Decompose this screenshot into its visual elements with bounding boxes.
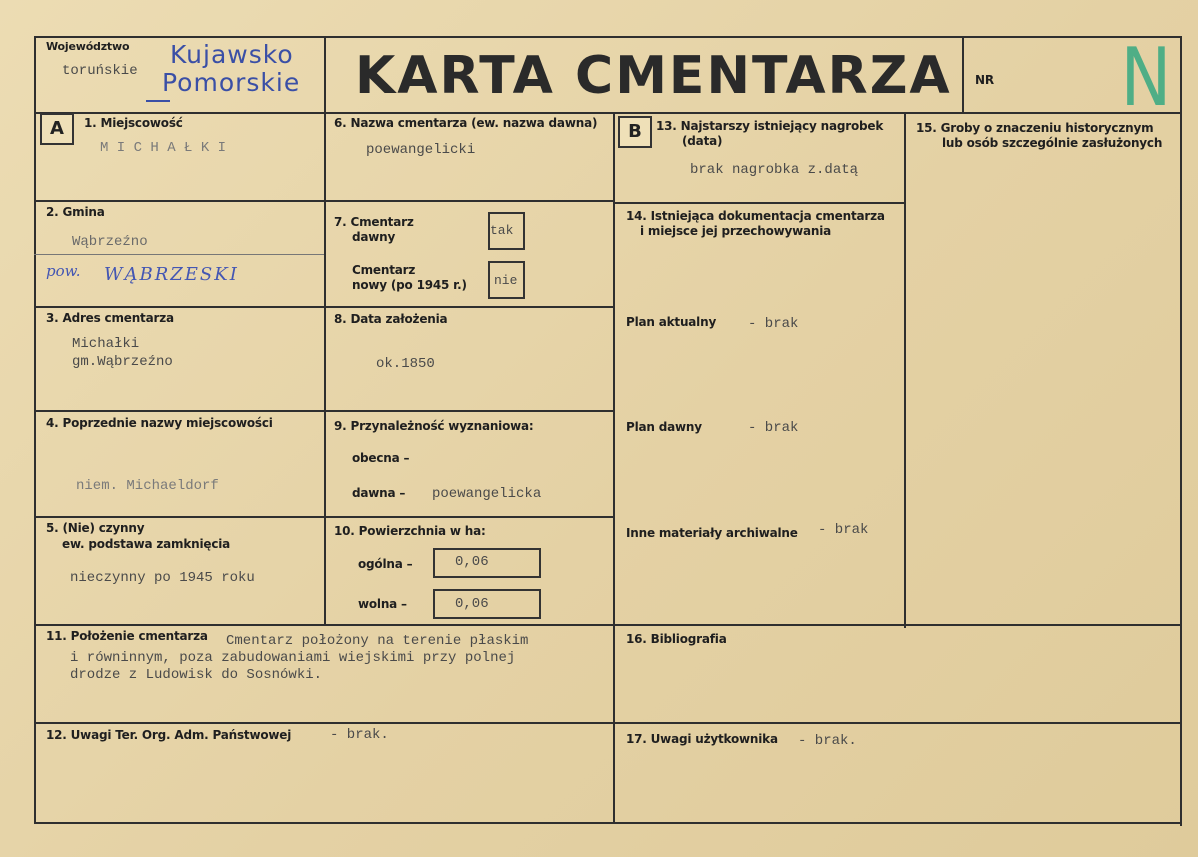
voivodeship-label: Województwo xyxy=(46,40,130,53)
field-17-value: - brak. xyxy=(798,733,857,749)
field-11-line1: Cmentarz położony na terenie płaskim xyxy=(226,633,529,649)
col-divider-b xyxy=(613,112,615,824)
other-archives-value: - brak xyxy=(818,522,869,538)
field-5-label-line2: ew. podstawa zamknięcia xyxy=(62,537,231,551)
field-6-label: 6. Nazwa cmentarza (ew. nazwa dawna) xyxy=(334,116,598,130)
field-1-value: M I C H A Ł K I xyxy=(100,140,227,156)
frame-bottom-line xyxy=(34,822,1182,824)
frame-right-line xyxy=(1180,36,1182,826)
field-9-former-label: dawna – xyxy=(352,486,406,500)
col-divider-a xyxy=(324,112,326,624)
field-8-label: 8. Data założenia xyxy=(334,312,448,326)
field-12-label: 12. Uwagi Ter. Org. Adm. Państwowej xyxy=(46,728,292,742)
field-7-new-box xyxy=(488,261,525,299)
voivodeship-stamp-line2: Pomorskie xyxy=(162,68,301,97)
field-7-old-value: tak xyxy=(490,223,514,238)
other-archives-label: Inne materiały archiwalne xyxy=(626,526,798,540)
card-title: KARTA CMENTARZA xyxy=(355,46,952,106)
field-12-value: - brak. xyxy=(330,727,389,743)
field-5-label-line1: 5. (Nie) czynny xyxy=(46,521,145,535)
nr-label: NR xyxy=(975,73,994,87)
field-11-label: 11. Położenie cmentarza xyxy=(46,629,208,643)
row-line-3 xyxy=(34,410,614,412)
field-2-hand-prefix: pow. xyxy=(46,262,81,280)
row-line-1 xyxy=(34,200,614,202)
section-b-box xyxy=(618,116,652,148)
field-2-hand-value: WĄBRZESKI xyxy=(104,264,239,285)
row-line-2 xyxy=(34,306,614,308)
field-10-total-label: ogólna – xyxy=(358,557,413,571)
field-11-line2: i równinnym, poza zabudowaniami wiejskimi przy polnej xyxy=(70,650,516,666)
field-10-total-box xyxy=(433,548,541,578)
nr-value: N xyxy=(1120,31,1172,124)
header-bottom-line xyxy=(34,112,1182,114)
stamp-underline xyxy=(146,100,170,102)
b-row-line xyxy=(613,202,905,204)
row-line-4 xyxy=(34,516,614,518)
field-7-old-box xyxy=(488,212,525,250)
plan-old-value: - brak xyxy=(748,420,799,436)
row-line-6 xyxy=(34,722,1182,724)
frame-top-line xyxy=(34,36,1182,38)
field-7-new-label-line1: Cmentarz xyxy=(352,263,416,277)
voivodeship-old-value: toruńskie xyxy=(62,63,138,79)
col-divider-c xyxy=(904,112,906,628)
field-2-label: 2. Gmina xyxy=(46,205,105,219)
row-line-5 xyxy=(34,624,1182,626)
section-a-box xyxy=(40,113,74,145)
field-7-old-label-line1: 7. Cmentarz xyxy=(334,215,414,229)
field-14-label-line1: 14. Istniejąca dokumentacja cmentarza xyxy=(626,209,885,223)
field-3-line1: Michałki xyxy=(72,336,140,352)
header-divider-1 xyxy=(324,36,326,114)
section-a-letter: A xyxy=(50,118,64,139)
field-10-free-label: wolna – xyxy=(358,597,407,611)
field-9-former-value: poewangelicka xyxy=(432,486,542,502)
field-13-label-line1: 13. Najstarszy istniejący nagrobek xyxy=(656,119,884,133)
field-2-underline xyxy=(34,254,324,255)
voivodeship-stamp-line1: Kujawsko xyxy=(170,40,294,69)
field-17-label: 17. Uwagi użytkownika xyxy=(626,732,778,746)
field-13-label-line2: (data) xyxy=(682,134,723,148)
field-10-free-box xyxy=(433,589,541,619)
field-8-value: ok.1850 xyxy=(376,356,435,372)
field-13-value: brak nagrobka z.datą xyxy=(690,162,859,178)
field-1-label: 1. Miejscowość xyxy=(84,116,183,130)
field-4-value: niem. Michaeldorf xyxy=(76,478,219,494)
field-3-line2: gm.Wąbrzeźno xyxy=(72,354,173,370)
field-15-label-line2: lub osób szczególnie zasłużonych xyxy=(942,136,1163,150)
section-b-letter: B xyxy=(628,121,642,142)
plan-current-label: Plan aktualny xyxy=(626,315,717,329)
plan-old-label: Plan dawny xyxy=(626,420,702,434)
field-15-label-line1: 15. Groby o znaczeniu historycznym xyxy=(916,121,1154,135)
field-7-old-label-line2: dawny xyxy=(352,230,396,244)
field-2-value: Wąbrzeźno xyxy=(72,234,148,250)
field-9-label: 9. Przynależność wyznaniowa: xyxy=(334,419,534,433)
field-16-label: 16. Bibliografia xyxy=(626,632,727,646)
field-10-free-value: 0,06 xyxy=(455,596,489,612)
plan-current-value: - brak xyxy=(748,316,799,332)
field-14-label-line2: i miejsce jej przechowywania xyxy=(640,224,832,238)
header-divider-2 xyxy=(962,36,964,114)
field-6-value: poewangelicki xyxy=(366,142,476,158)
frame-left-line xyxy=(34,36,36,824)
field-7-new-value: nie xyxy=(494,273,518,288)
field-10-label: 10. Powierzchnia w ha: xyxy=(334,524,486,538)
field-11-line3: drodze z Ludowisk do Sosnówki. xyxy=(70,667,323,683)
field-7-new-label-line2: nowy (po 1945 r.) xyxy=(352,278,467,292)
field-9-current-label: obecna – xyxy=(352,451,410,465)
field-4-label: 4. Poprzednie nazwy miejscowości xyxy=(46,416,273,430)
field-5-value: nieczynny po 1945 roku xyxy=(70,570,255,586)
field-10-total-value: 0,06 xyxy=(455,554,489,570)
field-3-label: 3. Adres cmentarza xyxy=(46,311,174,325)
